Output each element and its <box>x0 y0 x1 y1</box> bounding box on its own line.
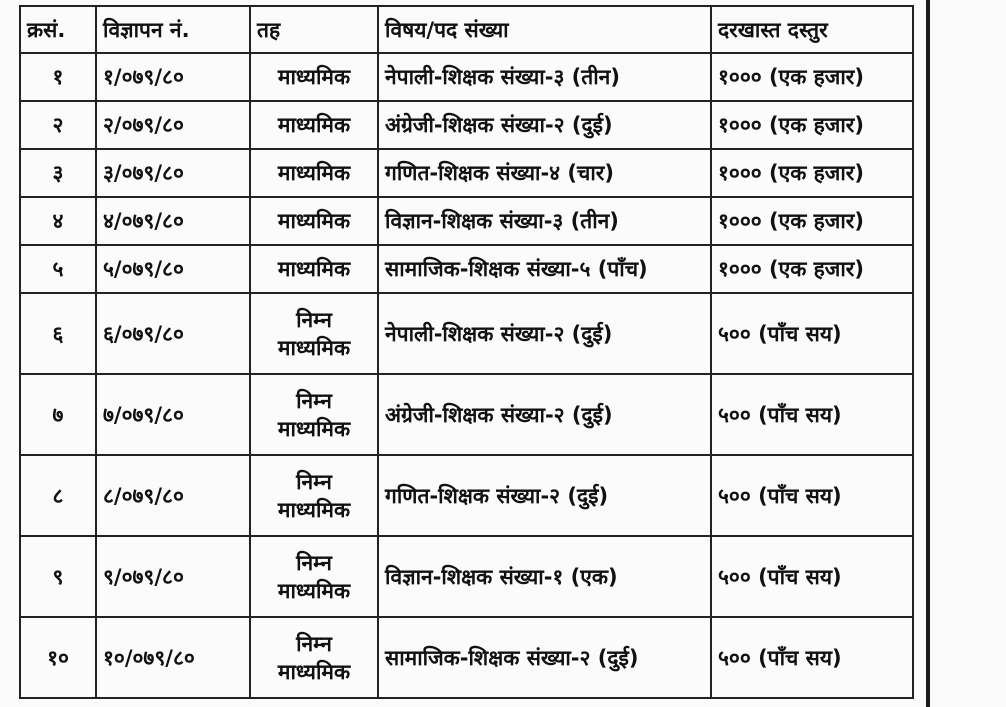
serial-cell: ४ <box>20 197 96 245</box>
header-application-fee: दरखास्त दस्तुर <box>711 6 913 53</box>
serial-cell: १० <box>20 617 96 698</box>
subject-cell: अंग्रेजी-शिक्षक संख्या-२ (दुई) <box>378 374 711 455</box>
table-row <box>20 149 913 197</box>
level-line-2: माध्यमिक <box>277 578 351 603</box>
subject-cell: अंग्रेजी-शिक्षक संख्या-२ (दुई) <box>378 101 711 149</box>
fee-cell: १००० (एक हजार) <box>711 245 913 293</box>
level-line-2: माध्यमिक <box>277 416 351 441</box>
level-cell: माध्यमिक <box>250 101 378 149</box>
vacancy-table <box>19 5 914 699</box>
advertisement-no-cell: ५/०७९/८० <box>96 245 250 293</box>
fee-cell: १००० (एक हजार) <box>711 149 913 197</box>
fee-cell: ५०० (पाँच सय) <box>711 293 913 374</box>
fee-cell: ५०० (पाँच सय) <box>711 536 913 617</box>
header-serial: क्रसं. <box>20 6 96 53</box>
serial-cell: ५ <box>20 245 96 293</box>
level-cell <box>250 617 378 698</box>
table-row <box>20 617 913 698</box>
serial-cell: ८ <box>20 455 96 536</box>
table-row <box>20 101 913 149</box>
serial-cell: ७ <box>20 374 96 455</box>
level-cell: माध्यमिक <box>250 197 378 245</box>
subject-cell: गणित-शिक्षक संख्या-२ (दुई) <box>378 455 711 536</box>
level-line-1: निम्न <box>296 388 332 413</box>
advertisement-no-cell: ६/०७९/८० <box>96 293 250 374</box>
level-cell <box>250 374 378 455</box>
advertisement-no-cell: १/०७९/८० <box>96 53 250 101</box>
fee-cell: १००० (एक हजार) <box>711 101 913 149</box>
header-level: तह <box>250 6 378 53</box>
fee-cell: ५०० (पाँच सय) <box>711 455 913 536</box>
fee-cell: ५०० (पाँच सय) <box>711 374 913 455</box>
subject-cell: गणित-शिक्षक संख्या-४ (चार) <box>378 149 711 197</box>
level-line-1: निम्न <box>296 550 332 575</box>
level-line-2: माध्यमिक <box>277 497 351 522</box>
advertisement-no-cell: ७/०७९/८० <box>96 374 250 455</box>
table-row <box>20 536 913 617</box>
subject-cell: नेपाली-शिक्षक संख्या-२ (दुई) <box>378 293 711 374</box>
serial-cell: १ <box>20 53 96 101</box>
header-subject-post-count: विषय/पद संख्या <box>378 6 711 53</box>
level-line-1: निम्न <box>296 631 332 656</box>
level-line-2: माध्यमिक <box>277 659 351 684</box>
header-advertisement-no: विज्ञापन नं. <box>96 6 250 53</box>
table-row <box>20 455 913 536</box>
subject-cell: विज्ञान-शिक्षक संख्या-१ (एक) <box>378 536 711 617</box>
table-row <box>20 53 913 101</box>
subject-cell: नेपाली-शिक्षक संख्या-३ (तीन) <box>378 53 711 101</box>
page-edge-divider <box>926 0 930 707</box>
table-row <box>20 245 913 293</box>
subject-cell: विज्ञान-शिक्षक संख्या-३ (तीन) <box>378 197 711 245</box>
serial-cell: ६ <box>20 293 96 374</box>
advertisement-no-cell: ३/०७९/८० <box>96 149 250 197</box>
advertisement-no-cell: ८/०७९/८० <box>96 455 250 536</box>
level-cell <box>250 455 378 536</box>
subject-cell: सामाजिक-शिक्षक संख्या-५ (पाँच) <box>378 245 711 293</box>
fee-cell: १००० (एक हजार) <box>711 53 913 101</box>
level-line-1: निम्न <box>296 469 332 494</box>
subject-cell: सामाजिक-शिक्षक संख्या-२ (दुई) <box>378 617 711 698</box>
table-row <box>20 374 913 455</box>
level-cell <box>250 293 378 374</box>
serial-cell: ३ <box>20 149 96 197</box>
level-line-1: निम्न <box>296 307 332 332</box>
level-cell: माध्यमिक <box>250 245 378 293</box>
level-cell: माध्यमिक <box>250 149 378 197</box>
advertisement-no-cell: ४/०७९/८० <box>96 197 250 245</box>
level-cell <box>250 536 378 617</box>
advertisement-no-cell: १०/०७९/८० <box>96 617 250 698</box>
serial-cell: ९ <box>20 536 96 617</box>
serial-cell: २ <box>20 101 96 149</box>
fee-cell: १००० (एक हजार) <box>711 197 913 245</box>
advertisement-no-cell: ९/०७९/८० <box>96 536 250 617</box>
fee-cell: ५०० (पाँच सय) <box>711 617 913 698</box>
level-line-2: माध्यमिक <box>277 335 351 360</box>
table-row <box>20 293 913 374</box>
table-row <box>20 197 913 245</box>
advertisement-no-cell: २/०७९/८० <box>96 101 250 149</box>
table-header-row <box>20 6 913 53</box>
level-cell: माध्यमिक <box>250 53 378 101</box>
